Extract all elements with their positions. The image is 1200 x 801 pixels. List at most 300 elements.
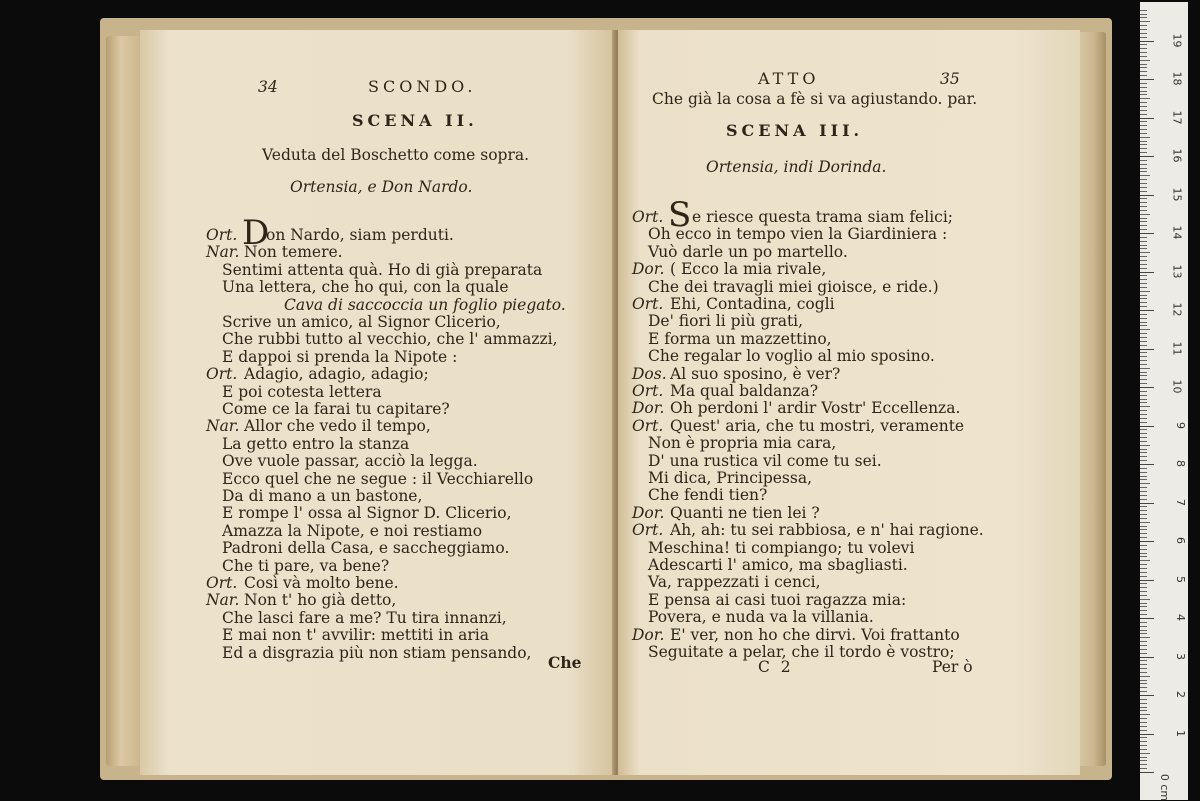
ruler-tick xyxy=(1140,52,1147,53)
ruler-tick xyxy=(1140,699,1147,700)
verse-line: La getto entro la stanza xyxy=(222,434,410,453)
ruler-tick xyxy=(1140,44,1147,45)
verse-line: D' una rustica vil come tu sei. xyxy=(648,451,882,470)
ruler-tick xyxy=(1140,333,1147,334)
ruler-tick xyxy=(1140,757,1147,758)
verse-line: Va, rappezzati i cenci, xyxy=(648,573,821,592)
verse-line: e riesce questa trama siam felici; xyxy=(692,208,954,226)
ruler-tick xyxy=(1140,375,1147,376)
ruler-tick xyxy=(1140,21,1150,22)
ruler-tick xyxy=(1140,25,1147,26)
ruler-tick xyxy=(1140,680,1147,681)
ruler-tick xyxy=(1140,768,1147,769)
ruler-tick xyxy=(1140,156,1154,157)
ruler-tick xyxy=(1140,541,1154,542)
verse-line: Così và molto bene. xyxy=(244,574,399,592)
verse-line: Seguitate a pelar, che il tordo è vostro; xyxy=(648,643,955,661)
ruler-tick xyxy=(1140,391,1147,392)
ruler-tick xyxy=(1140,287,1147,288)
ruler-tick xyxy=(1140,171,1147,172)
ruler-tick xyxy=(1140,110,1147,111)
ruler-tick xyxy=(1140,279,1147,280)
ruler-tick xyxy=(1140,626,1147,627)
ruler-tick xyxy=(1140,422,1147,423)
book-edge-left xyxy=(106,36,142,766)
ruler-tick xyxy=(1140,275,1147,276)
ruler-tick xyxy=(1140,491,1147,492)
drop-capital: S xyxy=(668,195,692,235)
ruler-tick xyxy=(1140,672,1147,673)
continued-line: Che già la cosa a fè si va agiustando. par. xyxy=(652,90,978,108)
ruler-tick xyxy=(1140,298,1147,299)
ruler-tick xyxy=(1140,406,1150,407)
open-book xyxy=(100,18,1112,780)
verse-line: Una lettera, che ho qui, con la quale xyxy=(222,278,509,297)
ruler-tick xyxy=(1140,414,1147,415)
ruler-tick xyxy=(1140,691,1147,692)
ruler-tick xyxy=(1140,106,1147,107)
speaker-label: Ort. xyxy=(632,295,664,313)
ruler-tick xyxy=(1140,272,1154,273)
ruler-tick xyxy=(1140,245,1147,246)
ruler-tick xyxy=(1140,402,1147,403)
ruler-tick xyxy=(1140,426,1154,427)
running-head: SCONDO. xyxy=(368,77,477,96)
ruler-tick xyxy=(1140,233,1154,234)
verse-line: Cava di saccoccia un foglio piegato. xyxy=(284,295,566,314)
ruler-tick xyxy=(1140,125,1147,126)
ruler-tick xyxy=(1140,472,1147,473)
scene-title: SCENA III. xyxy=(726,121,864,140)
speaker-label: Dor. xyxy=(632,399,665,418)
ruler-number: 8 xyxy=(1174,460,1187,467)
speaker-label: Ort. xyxy=(206,226,238,244)
ruler-tick xyxy=(1140,749,1147,750)
ruler-tick xyxy=(1140,91,1147,92)
ruler-tick xyxy=(1140,730,1147,731)
ruler-tick xyxy=(1140,175,1150,176)
ruler-tick xyxy=(1140,152,1147,153)
ruler-tick xyxy=(1140,83,1147,84)
ruler-tick xyxy=(1140,741,1147,742)
ruler-number: 1 xyxy=(1174,729,1187,737)
ruler-tick xyxy=(1140,195,1154,196)
verse-line: Al suo sposino, è ver? xyxy=(670,364,841,383)
ruler-tick xyxy=(1140,456,1147,457)
verse-line: on Nardo, siam perduti. xyxy=(266,226,454,244)
ruler-tick xyxy=(1140,60,1150,61)
ruler-tick xyxy=(1140,545,1147,546)
ruler-tick xyxy=(1140,356,1147,357)
verse-line: De' fiori li più grati, xyxy=(648,312,804,331)
ruler-number: 7 xyxy=(1174,498,1187,506)
speaker-label: Nar. xyxy=(206,243,240,262)
ruler-tick xyxy=(1140,94,1147,95)
ruler-tick xyxy=(1140,179,1147,180)
ruler-tick xyxy=(1140,148,1147,149)
ruler-tick xyxy=(1140,322,1147,323)
ruler-tick xyxy=(1140,67,1147,68)
verse-line: Ecco quel che ne segue : il Vecchiarello xyxy=(222,469,534,488)
signature-mark: C 2 xyxy=(758,658,794,676)
ruler-tick xyxy=(1140,310,1154,311)
ruler-tick xyxy=(1140,637,1150,638)
ruler-tick xyxy=(1140,707,1147,708)
running-head: ATTO xyxy=(758,69,820,88)
verse-line: E pensa ai casi tuoi ragazza mia: xyxy=(648,590,907,609)
verse-line: Ehi, Contadina, cogli xyxy=(670,295,835,313)
ruler-tick xyxy=(1140,460,1147,461)
ruler-tick xyxy=(1140,726,1147,727)
ruler-tick xyxy=(1140,29,1147,30)
measuring-ruler xyxy=(1140,2,1188,800)
verse-line: Che fendi tien? xyxy=(648,486,768,505)
ruler-tick xyxy=(1140,633,1147,634)
ruler-tick xyxy=(1140,441,1147,442)
ruler-tick xyxy=(1140,449,1147,450)
ruler-number: 13 xyxy=(1170,264,1184,278)
ruler-tick xyxy=(1140,476,1147,477)
ruler-tick xyxy=(1140,79,1154,80)
ruler-tick xyxy=(1140,118,1154,119)
verse-line: Mi dica, Principessa, xyxy=(648,469,812,487)
verse-line: Scrive un amico, al Signor Clicerio, xyxy=(222,313,501,331)
ruler-tick xyxy=(1140,33,1147,34)
verse-line: Oh ecco in tempo vien la Giardiniera : xyxy=(648,225,948,244)
ruler-tick xyxy=(1140,560,1150,561)
verse-line: Come ce la farai tu capitare? xyxy=(222,400,450,418)
ruler-tick xyxy=(1140,595,1147,596)
verse-line: Non temere. xyxy=(244,243,343,262)
ruler-number: 17 xyxy=(1170,110,1184,124)
verse-line: Che ti pare, va bene? xyxy=(222,556,390,575)
ruler-tick xyxy=(1140,291,1150,292)
speaker-label: Dor. xyxy=(632,503,665,522)
ruler-tick xyxy=(1140,302,1147,303)
ruler-number: 11 xyxy=(1170,341,1184,355)
ruler-tick xyxy=(1140,383,1147,384)
ruler-tick xyxy=(1140,568,1147,569)
verse-line: Meschina! ti compiango; tu volevi xyxy=(648,538,915,557)
ruler-tick xyxy=(1140,349,1154,350)
ruler-tick xyxy=(1140,553,1147,554)
right-page xyxy=(618,30,1080,775)
verse-line: Che regalar lo voglio al mio sposino. xyxy=(648,347,935,366)
ruler-tick xyxy=(1140,695,1154,696)
ruler-tick xyxy=(1140,87,1147,88)
verse-line: Ove vuole passar, acciò la legga. xyxy=(222,452,478,471)
ruler-tick xyxy=(1140,468,1147,469)
ruler-tick xyxy=(1140,168,1147,169)
ruler-tick xyxy=(1140,102,1147,103)
ruler-tick xyxy=(1140,760,1147,761)
ruler-tick xyxy=(1140,98,1150,99)
ruler-number: 18 xyxy=(1170,71,1184,86)
verse-line: Padroni della Casa, e saccheggiamo. xyxy=(222,539,510,558)
ruler-number: 19 xyxy=(1170,33,1184,47)
speaker-label: Ort. xyxy=(632,382,664,400)
ruler-tick xyxy=(1140,218,1147,219)
speaker-label: Dor. xyxy=(632,625,665,644)
speaker-label: Dos. xyxy=(632,364,667,383)
ruler-tick xyxy=(1140,337,1147,338)
ruler-tick xyxy=(1140,649,1147,650)
verse-line: Vuò darle un po martello. xyxy=(648,242,848,261)
verse-line: Che rubbi tutto al vecchio, che l' ammazzi, xyxy=(222,330,558,349)
ruler-tick xyxy=(1140,352,1147,353)
ruler-tick xyxy=(1140,483,1150,484)
ruler-number: 15 xyxy=(1170,187,1184,201)
ruler-tick xyxy=(1140,129,1147,130)
ruler-tick xyxy=(1140,64,1147,65)
ruler-tick xyxy=(1140,41,1154,42)
ruler-tick xyxy=(1140,510,1147,511)
ruler-tick xyxy=(1140,221,1147,222)
verse-line: Ah, ah: tu sei rabbiosa, e n' hai ragione. xyxy=(670,521,984,540)
ruler-number: 5 xyxy=(1174,575,1187,583)
ruler-tick xyxy=(1140,499,1147,500)
ruler-tick xyxy=(1140,737,1147,738)
scene-characters: Ortensia, e Don Nardo. xyxy=(290,178,473,196)
ruler-tick xyxy=(1140,433,1147,434)
ruler-tick xyxy=(1140,660,1147,661)
ruler-unit-label: 0 cm xyxy=(1157,773,1171,801)
ruler-tick xyxy=(1140,56,1147,57)
verse-line: Che dei travagli miei gioisce, e ride.) xyxy=(648,277,939,296)
ruler-tick xyxy=(1140,206,1147,207)
left-page xyxy=(140,30,616,775)
ruler-tick xyxy=(1140,314,1147,315)
verse-line: E' ver, non ho che dirvi. Voi frattanto xyxy=(670,625,960,644)
ruler-tick xyxy=(1140,718,1147,719)
ruler-tick xyxy=(1140,252,1150,253)
ruler-tick xyxy=(1140,241,1147,242)
scene-characters: Ortensia, indi Dorinda. xyxy=(706,158,887,176)
ruler-tick xyxy=(1140,210,1147,211)
verse-line: ( Ecco la mia rivale, xyxy=(670,260,827,279)
ruler-tick xyxy=(1140,114,1147,115)
ruler-tick xyxy=(1140,556,1147,557)
ruler-tick xyxy=(1140,533,1147,534)
verse-line: Che lasci fare a me? Tu tira innanzi, xyxy=(222,608,507,627)
catchword: Che xyxy=(548,653,582,672)
speaker-label: Nar. xyxy=(206,417,240,436)
ruler-tick xyxy=(1140,345,1147,346)
ruler-tick xyxy=(1140,722,1147,723)
ruler-tick xyxy=(1140,445,1150,446)
page-number: 34 xyxy=(258,78,278,96)
ruler-tick xyxy=(1140,549,1147,550)
ruler-tick xyxy=(1140,429,1147,430)
ruler-tick xyxy=(1140,529,1147,530)
verse-line: Adescarti l' amico, ma sbagliasti. xyxy=(648,556,908,574)
ruler-tick xyxy=(1140,526,1147,527)
ruler-tick xyxy=(1140,37,1147,38)
ruler-tick xyxy=(1140,256,1147,257)
verse-line: Adagio, adagio, adagio; xyxy=(244,365,429,384)
ruler-tick xyxy=(1140,283,1147,284)
ruler-tick xyxy=(1140,487,1147,488)
ruler-tick xyxy=(1140,668,1147,669)
scene-title: SCENA II. xyxy=(352,111,478,130)
ruler-tick xyxy=(1140,198,1147,199)
verse-line: Ma qual baldanza? xyxy=(670,382,819,400)
ruler-tick xyxy=(1140,687,1147,688)
verse-line: Oh perdoni l' ardir Vostr' Eccellenza. xyxy=(670,399,961,418)
ruler-tick xyxy=(1140,657,1154,658)
verse-line: Sentimi attenta quà. Ho di già preparata xyxy=(222,260,543,279)
ruler-tick xyxy=(1140,341,1147,342)
book-edge-right xyxy=(1076,32,1106,766)
ruler-tick xyxy=(1140,572,1147,573)
ruler-tick xyxy=(1140,676,1150,677)
ruler-tick xyxy=(1140,295,1147,296)
ruler-tick xyxy=(1140,641,1147,642)
ruler-number: 9 xyxy=(1174,421,1187,429)
ruler-number: 3 xyxy=(1174,652,1187,660)
ruler-tick xyxy=(1140,518,1147,519)
ruler-tick xyxy=(1140,537,1147,538)
ruler-tick xyxy=(1140,71,1147,72)
ruler-tick xyxy=(1140,645,1147,646)
verse-line: E dappoi si prenda la Nipote : xyxy=(222,347,458,366)
ruler-tick xyxy=(1140,225,1147,226)
ruler-tick xyxy=(1140,506,1147,507)
ruler-tick xyxy=(1140,514,1147,515)
speaker-label: Ort. xyxy=(632,521,664,540)
verse-line: E rompe l' ossa al Signor D. Clicerio, xyxy=(222,504,512,523)
ruler-tick xyxy=(1140,368,1150,369)
ruler-tick xyxy=(1140,587,1147,588)
ruler-tick xyxy=(1140,710,1147,711)
ruler-tick xyxy=(1140,714,1150,715)
ruler-tick xyxy=(1140,745,1147,746)
ruler-tick xyxy=(1140,137,1150,138)
ruler-tick xyxy=(1140,522,1150,523)
ruler-tick xyxy=(1140,214,1150,215)
catchword: Per ò xyxy=(932,658,973,676)
ruler-tick xyxy=(1140,580,1154,581)
verse-line: E mai non t' avvilir: mettiti in aria xyxy=(222,626,490,645)
ruler-tick xyxy=(1140,187,1147,188)
ruler-tick xyxy=(1140,703,1147,704)
ruler-tick xyxy=(1140,133,1147,134)
ruler-tick xyxy=(1140,183,1147,184)
verse-line: Non t' ho già detto, xyxy=(244,591,397,610)
ruler-tick xyxy=(1140,410,1147,411)
ruler-tick xyxy=(1140,164,1147,165)
verse-line: E forma un mazzettino, xyxy=(648,329,832,348)
speaker-label: Dor. xyxy=(632,260,665,279)
ruler-tick xyxy=(1140,664,1147,665)
ruler-tick xyxy=(1140,610,1147,611)
ruler-tick xyxy=(1140,360,1147,361)
speaker-label: Ort. xyxy=(632,208,664,226)
ruler-tick xyxy=(1140,160,1147,161)
ruler-tick xyxy=(1140,48,1147,49)
ruler-tick xyxy=(1140,306,1147,307)
ruler-tick xyxy=(1140,318,1147,319)
ruler-tick xyxy=(1140,464,1154,465)
ruler-tick xyxy=(1140,437,1147,438)
ruler-tick xyxy=(1140,479,1147,480)
page-number: 35 xyxy=(940,70,960,88)
ruler-tick xyxy=(1140,591,1147,592)
ruler-tick xyxy=(1140,329,1150,330)
ruler-number: 10 xyxy=(1170,379,1184,394)
ruler-tick xyxy=(1140,372,1147,373)
ruler-tick xyxy=(1140,387,1154,388)
ruler-tick xyxy=(1140,772,1154,773)
verse-line: Da di mano a un bastone, xyxy=(222,487,423,505)
ruler-tick xyxy=(1140,144,1147,145)
speaker-label: Nar. xyxy=(206,591,240,610)
ruler-tick xyxy=(1140,452,1147,453)
ruler-tick xyxy=(1140,599,1150,600)
drop-capital: D xyxy=(242,213,270,253)
ruler-tick xyxy=(1140,10,1147,11)
ruler-number: 16 xyxy=(1170,148,1184,163)
ruler-number: 6 xyxy=(1174,537,1187,544)
ruler-tick xyxy=(1140,325,1147,326)
speaker-label: Ort. xyxy=(632,416,664,435)
ruler-tick xyxy=(1140,121,1147,122)
verse-line: Quanti ne tien lei ? xyxy=(670,503,820,522)
verse-line: Non è propria mia cara, xyxy=(648,434,837,453)
ruler-number: 12 xyxy=(1170,302,1184,317)
ruler-tick xyxy=(1140,630,1147,631)
stage-setting: Veduta del Boschetto come sopra. xyxy=(262,146,530,164)
ruler-tick xyxy=(1140,495,1147,496)
verse-line: Quest' aria, che tu mostri, veramente xyxy=(670,416,965,435)
ruler-tick xyxy=(1140,753,1150,754)
ruler-tick xyxy=(1140,614,1147,615)
ruler-tick xyxy=(1140,764,1147,765)
ruler-tick xyxy=(1140,202,1147,203)
ruler-number: 14 xyxy=(1170,225,1184,240)
ruler-tick xyxy=(1140,141,1147,142)
ruler-tick xyxy=(1140,734,1154,735)
ruler-number: 2 xyxy=(1174,691,1187,698)
ruler-tick xyxy=(1140,229,1147,230)
ruler-tick xyxy=(1140,399,1147,400)
ruler-tick xyxy=(1140,248,1147,249)
ruler-number: 4 xyxy=(1174,614,1187,621)
speaker-label: Ort. xyxy=(206,365,238,384)
ruler-tick xyxy=(1140,576,1147,577)
ruler-tick xyxy=(1140,622,1147,623)
ruler-tick xyxy=(1140,268,1147,269)
speaker-label: Ort. xyxy=(206,574,238,592)
verse-line: Povera, e nuda va la villania. xyxy=(648,608,874,627)
ruler-tick xyxy=(1140,17,1147,18)
ruler-tick xyxy=(1140,379,1147,380)
verse-line: Amazza la Nipote, e noi restiamo xyxy=(222,521,483,540)
ruler-tick xyxy=(1140,418,1147,419)
ruler-tick xyxy=(1140,264,1147,265)
verse-line: E poi cotesta lettera xyxy=(222,382,382,401)
ruler-tick xyxy=(1140,683,1147,684)
verse-line: Ed a disgrazia più non stiam pensando, xyxy=(222,643,532,662)
ruler-tick xyxy=(1140,503,1154,504)
ruler-tick xyxy=(1140,395,1147,396)
ruler-tick xyxy=(1140,603,1147,604)
ruler-tick xyxy=(1140,583,1147,584)
ruler-tick xyxy=(1140,260,1147,261)
ruler-tick xyxy=(1140,653,1147,654)
ruler-tick xyxy=(1140,237,1147,238)
ruler-tick xyxy=(1140,618,1154,619)
